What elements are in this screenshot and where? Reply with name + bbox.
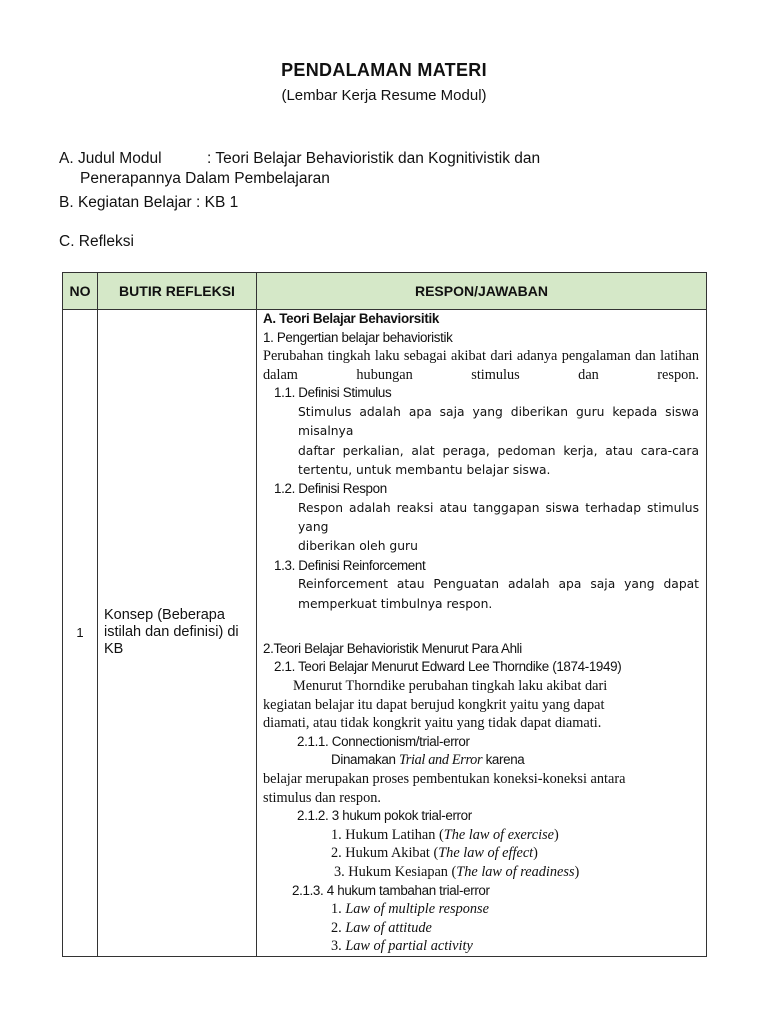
page-subtitle: (Lembar Kerja Resume Modul) bbox=[281, 87, 487, 104]
s21-title: 2.1. Teori Belajar Menurut Edward Lee Thorndike (1874-1949) bbox=[274, 659, 622, 675]
header-no: NO bbox=[63, 273, 98, 310]
s12-body-line2: diberikan oleh guru bbox=[298, 539, 418, 554]
p1-title: 1. Pengertian belajar behavioristik bbox=[263, 329, 453, 345]
judul-modul-value: : Teori Belajar Behavioristik dan Kognitivistik dan bbox=[207, 150, 541, 167]
row-response bbox=[257, 310, 707, 957]
header-butir-refleksi: BUTIR REFLEKSI bbox=[98, 273, 257, 310]
s21-body-line2: kegiatan belajar itu dapat berujud kongkrit yaitu yang dapat bbox=[263, 696, 605, 713]
s13-title: 1.3. Definisi Reinforcement bbox=[274, 557, 426, 573]
additional-law-3: 3. Law of partial activity bbox=[331, 938, 473, 955]
s11-body-line3: tertentu, untuk membantu belajar siswa. bbox=[298, 462, 551, 477]
s11-body-line2: daftar perkalian, alat peraga, pedoman kerja, atau cara-cara bbox=[298, 443, 699, 458]
spacer bbox=[263, 614, 699, 640]
judul-modul-row bbox=[59, 150, 540, 168]
p2-title: 2.Teori Belajar Behavioristik Menurut Para Ahli bbox=[263, 640, 522, 656]
table-row bbox=[63, 310, 707, 957]
s12-title: 1.2. Definisi Respon bbox=[274, 481, 387, 497]
header-respon-jawaban: RESPON/JAWABAN bbox=[257, 273, 707, 310]
p1-body: Perubahan tingkah laku sebagai akibat dari adanya pengalaman dan latihan dalam hubungan stimulus dan respon. bbox=[263, 348, 699, 383]
s12-body-line1: Respon adalah reaksi atau tanggapan siswa terhadap stimulus yang bbox=[298, 500, 699, 535]
s211-body-line2: belajar merupakan proses pembentukan koneksi-koneksi antara bbox=[263, 770, 626, 787]
s13-body-line2: memperkuat timbulnya respon. bbox=[298, 596, 493, 611]
s21-body-line1: Menurut Thorndike perubahan tingkah laku akibat dari bbox=[293, 678, 608, 695]
s211-body-c: karena bbox=[485, 752, 525, 768]
s211-title: 2.1.1. Connectionism/trial-error bbox=[297, 733, 470, 749]
judul-modul-label: A. Judul Modul bbox=[59, 150, 162, 167]
s21-body-line3: diamati, atau tidak kongkrit yaitu yang tidak dapat diamati. bbox=[263, 715, 602, 732]
law-3: 3. Hukum Kesiapan (The law of readiness) bbox=[334, 863, 580, 880]
s211-body-a: Dinamakan bbox=[331, 752, 396, 768]
section-a-heading: A. Teori Belajar Behaviorsitik bbox=[263, 311, 440, 326]
law-2: 2. Hukum Akibat (The law of effect) bbox=[331, 845, 538, 862]
s211-body-b: Trial and Error bbox=[398, 752, 483, 769]
table-header-row bbox=[63, 273, 707, 310]
page-title: PENDALAMAN MATERI bbox=[281, 60, 487, 80]
additional-law-1: 1. Law of multiple response bbox=[331, 901, 489, 918]
s211-body-line1 bbox=[263, 751, 699, 770]
s11-title: 1.1. Definisi Stimulus bbox=[274, 385, 392, 401]
refleksi-table bbox=[62, 272, 707, 957]
kegiatan-belajar-value: : KB 1 bbox=[196, 194, 239, 211]
s11-body-line1: Stimulus adalah apa saja yang diberikan guru kepada siswa misalnya bbox=[298, 404, 699, 439]
additional-law-2: 2. Law of attitude bbox=[331, 919, 432, 936]
judul-modul-value-continued: Penerapannya Dalam Pembelajaran bbox=[80, 170, 330, 187]
row-number: 1 bbox=[63, 310, 98, 957]
law-1: 1. Hukum Latihan (The law of exercise) bbox=[331, 826, 559, 843]
s211-body-line3: stimulus dan respon. bbox=[263, 789, 381, 806]
s212-title: 2.1.2. 3 hukum pokok trial-error bbox=[297, 808, 472, 824]
s13-body-line1: Reinforcement atau Penguatan adalah apa saja yang dapat bbox=[298, 577, 699, 592]
row-butir-refleksi: Konsep (Beberapa istilah dan definisi) di KB bbox=[98, 310, 257, 957]
refleksi-label: C. Refleksi bbox=[59, 233, 134, 250]
kegiatan-belajar-label: B. Kegiatan Belajar bbox=[59, 194, 192, 211]
s213-title: 2.1.3. 4 hukum tambahan trial-error bbox=[292, 882, 490, 898]
kegiatan-belajar-row bbox=[59, 194, 238, 212]
